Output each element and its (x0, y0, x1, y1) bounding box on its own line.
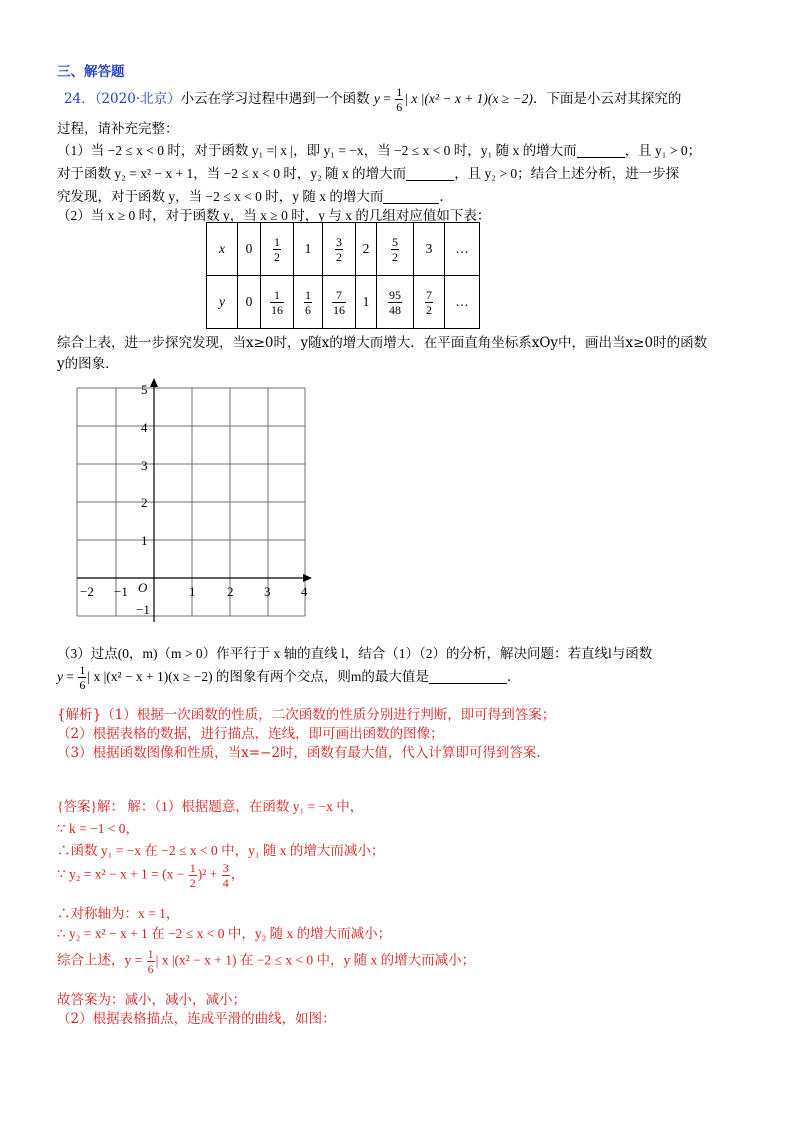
part1-line3: 究发现，对于函数 y，当 −2 ≤ x < 0 时，y 随 x 的增大而 ． (57, 189, 453, 205)
table-cell: 0 (238, 276, 261, 329)
section-title: 三、解答题 (57, 64, 125, 80)
fraction: $\frac{1}{6}$ (147, 947, 154, 976)
part3-line2: y = $\frac{1}{6}$ | x |(x² − x + 1)(x ≥ −2) 的图象有两个交点，则m的最大值是 ． (57, 663, 521, 692)
part2-summary-line2: y的图象． (57, 356, 119, 372)
answer-line2: ∵ k = −1 < 0， (57, 821, 140, 836)
table-cell: $\frac{3}{2}$ (323, 223, 356, 276)
x-tick-label: 4 (301, 584, 308, 599)
answer-line1: {答案}解： 解：（1）根据题意，在函数 y₁ = −x 中， (57, 799, 364, 814)
fraction: $\frac{1}{6}$ (396, 85, 403, 114)
answer-line5: ∴对称轴为：x = 1， (57, 906, 180, 921)
question-source: （2020·北京） (94, 91, 181, 107)
x-tick-label: 3 (264, 584, 271, 599)
table-row-x (207, 223, 480, 276)
x-tick-label: 1 (189, 584, 196, 599)
table-cell: $\frac{1}{6}$ (294, 276, 323, 329)
y-tick-label: 3 (141, 458, 148, 473)
y-tick-label: 2 (141, 495, 148, 510)
y-tick-label: 1 (141, 533, 148, 548)
table-cell: $\frac{7}{2}$ (414, 276, 445, 329)
grid-lines (77, 388, 305, 616)
table-cell: 0 (238, 223, 261, 276)
y-tick-label: 5 (141, 382, 148, 397)
answer-blank-1 (577, 144, 625, 158)
table-cell: … (445, 276, 480, 329)
origin-label: O (138, 580, 148, 595)
table-cell: … (445, 223, 480, 276)
table-cell: 2 (356, 223, 377, 276)
part2-line: （2）当 x ≥ 0 时，对于函数 y，当 x ≥ 0 时，y 与 x 的几组对应值如下表： (57, 208, 491, 223)
fraction: $\frac{3}{4}$ (222, 861, 229, 890)
table-cell: 3 (414, 223, 445, 276)
coordinate-grid (60, 352, 320, 622)
answer-line3: ∴函数 y₁ = −x 在 −2 ≤ x < 0 中，y₁ 随 x 的增大而减小； (57, 843, 385, 858)
table-cell: $\frac{5}{2}$ (377, 223, 414, 276)
analysis-line2: （2）根据表格的数据，进行描点，连线，即可画出函数的图像； (57, 726, 444, 742)
question-intro: 24．（2020·北京）小云在学习过程中遇到一个函数 y = $\frac{1}{6}$ | x |(x² − x + 1)(x ≥ −2)．下面是小云对其探究的 (64, 85, 682, 114)
answer-blank-3 (383, 190, 439, 204)
answer-line7: 综合上述，y = $\frac{1}{6}$ | x |(x² − x + 1) 在 −2 ≤ x < 0 中，y 随 x 的增大而减小； (57, 947, 476, 976)
y-tick-label: 4 (141, 420, 148, 435)
values-table (206, 222, 480, 329)
fraction: $\frac{1}{6}$ (79, 663, 86, 692)
answer-line9: （2）根据表格描点，连成平滑的曲线，如图： (57, 1011, 336, 1027)
answer-blank-4 (429, 670, 507, 684)
part3-line1: （3）过点(0，m)（m > 0）作平行于 x 轴的直线 l，结合（1）（2）的分析，解决问题：若直线l与函数 (57, 646, 653, 661)
table-header-x: x (207, 223, 238, 276)
y-tick-label: −1 (136, 602, 150, 617)
table-cell: 1 (356, 276, 377, 329)
table-cell: $\frac{1}{2}$ (261, 223, 294, 276)
x-tick-label: 2 (227, 584, 234, 599)
table-cell: 1 (294, 223, 323, 276)
table-cell: $\frac{95}{48}$ (377, 276, 414, 329)
part1-line1: （1）当 −2 ≤ x < 0 时，对于函数 y₁ =| x |，即 y₁ = −x，当 −2 ≤ x < 0 时，y₁ 随 x 的增大而 ，且 y₁ > 0； (57, 143, 702, 158)
x-axis-arrow-icon (303, 574, 312, 582)
y-axis-arrow-icon (150, 378, 158, 387)
table-cell: $\frac{1}{16}$ (261, 276, 294, 329)
analysis-line1: {解析}（1）根据一次函数的性质，二次函数的性质分别进行判断，即可得到答案； (57, 707, 556, 723)
table-header-y: y (207, 276, 238, 329)
analysis-line3: （3）根据函数图像和性质，当x=−2时，函数有最大值，代入计算即可得到答案. (57, 745, 541, 761)
answer-line6: ∴ y₂ = x² − x + 1 在 −2 ≤ x < 0 中，y₂ 随 x 的增大而减小； (57, 926, 392, 941)
part1-line2: 对于函数 y₂ = x² − x + 1，当 −2 ≤ x < 0 时，y₂ 随 x 的增大而 ，且 y₂ > 0；结合上述分析，进一步探 (57, 166, 680, 181)
table-row-y (207, 276, 480, 329)
answer-line4: ∵ y₂ = x² − x + 1 = (x − $\frac{1}{2}$ )² + $\frac{3}{4}$ ， (57, 861, 245, 890)
question-intro-cont: 过程，请补充完整： (57, 121, 179, 137)
answer-line8: 故答案为：减小，减小，减小； (57, 992, 246, 1008)
x-tick-label: −1 (114, 584, 128, 599)
table-cell: $\frac{7}{16}$ (323, 276, 356, 329)
answer-blank-2 (406, 167, 454, 181)
question-number: 24． (64, 91, 95, 107)
part2-summary-line1: 综合上表，进一步探究发现，当x≥0时，y随x的增大而增大．在平面直角坐标系xOy中，画出当x≥0时的函数 (57, 335, 708, 351)
x-tick-label: −2 (80, 584, 94, 599)
fraction: $\frac{1}{2}$ (189, 861, 196, 890)
